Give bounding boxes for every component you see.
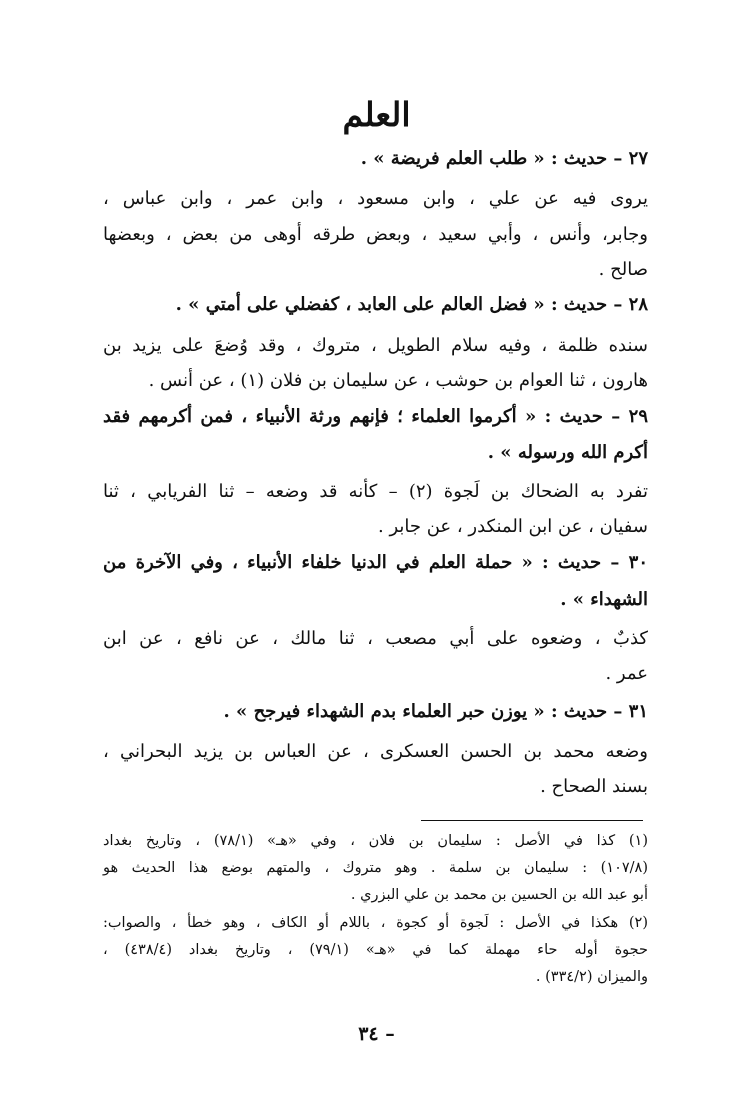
hadith-30-heading-line-2: الشهداء » .	[560, 589, 648, 610]
hadith-29-heading-line-2: أكرم الله ورسوله » .	[487, 442, 648, 463]
hadith-27-text-line-3: صالح .	[598, 259, 648, 280]
footnote-2-line-2: حجوة أوله حاء مهملة كما في «هـ» (٧٩/١) ، وتاريخ بغداد (٤٣٨/٤) ،	[103, 942, 648, 958]
footnote-1-line-3: أبو عبد الله بن الحسين بن محمد بن علي البزري .	[350, 887, 648, 903]
hadith-31-text-line-1: وضعه محمد بن الحسن العسكرى ، عن العباس بن يزيد البحراني ،	[103, 741, 648, 762]
hadith-29-text-line-1: تفرد به الضحاك بن لَجوة (٢) – كأنه قد وضعه – ثنا الفريابي ، ثنا	[103, 481, 648, 502]
hadith-29-heading-line-1: ٢٩ – حديث : « أكرموا العلماء ؛ فإنهم ورثة الأنبياء ، فمن أكرمهم فقد	[103, 406, 648, 427]
page-number: – ٣٤	[358, 1023, 395, 1045]
hadith-28-text-line-1: سنده ظلمة ، وفيه سلام الطويل ، متروك ، وقد وُضعَ على يزيد بن	[103, 335, 648, 356]
footnote-separator	[421, 820, 643, 821]
hadith-28-heading: ٢٨ – حديث : « فضل العالم على العابد ، كفضلي على أمتي » .	[175, 294, 648, 315]
hadith-27-text-line-1: يروى فيه عن علي ، وابن مسعود ، وابن عمر ، وابن عباس ،	[103, 188, 648, 209]
hadith-30-text-line-2: عمر .	[605, 663, 648, 684]
page-title: العلم	[342, 95, 411, 134]
hadith-30-text-line-1: كذبٌ ، وضعوه على أبي مصعب ، ثنا مالك ، عن نافع ، عن ابن	[103, 628, 648, 649]
hadith-27-text-line-2: وجابر، وأنس ، وأبي سعيد ، وبعض طرقه أوهى من بعض ، وبعضها	[103, 224, 648, 245]
hadith-31-heading: ٣١ – حديث : « يوزن حبر العلماء بدم الشهداء فيرجح » .	[223, 701, 648, 722]
footnote-1-line-2: (١٠٧/٨) : سليمان بن سلمة . وهو متروك ، والمتهم بوضع هذا الحديث هو	[103, 860, 648, 876]
hadith-31-text-line-2: بسند الصحاح .	[540, 776, 648, 797]
footnote-2-line-1: (٢) هكذا في الأصل : لَجوة أو كجوة ، باللام أو الكاف ، وهو خطأ ، والصواب:	[103, 915, 648, 931]
hadith-29-text-line-2: سفيان ، عن ابن المنكدر ، عن جابر .	[378, 516, 648, 537]
footnote-1-line-1: (١) كذا في الأصل : سليمان بن فلان ، وفي «هـ» (٧٨/١) ، وتاريخ بغداد	[103, 833, 649, 849]
footnote-2-line-3: والميزان (٣٣٤/٢) .	[535, 969, 648, 985]
hadith-28-text-line-2: هارون ، ثنا العوام بن حوشب ، عن سليمان بن فلان (١) ، عن أنس .	[148, 370, 648, 391]
hadith-30-heading-line-1: ٣٠ – حديث : « حملة العلم في الدنيا خلفاء الأنبياء ، وفي الآخرة من	[103, 552, 648, 573]
hadith-27-heading: ٢٧ – حديث : « طلب العلم فريضة » .	[360, 148, 648, 169]
